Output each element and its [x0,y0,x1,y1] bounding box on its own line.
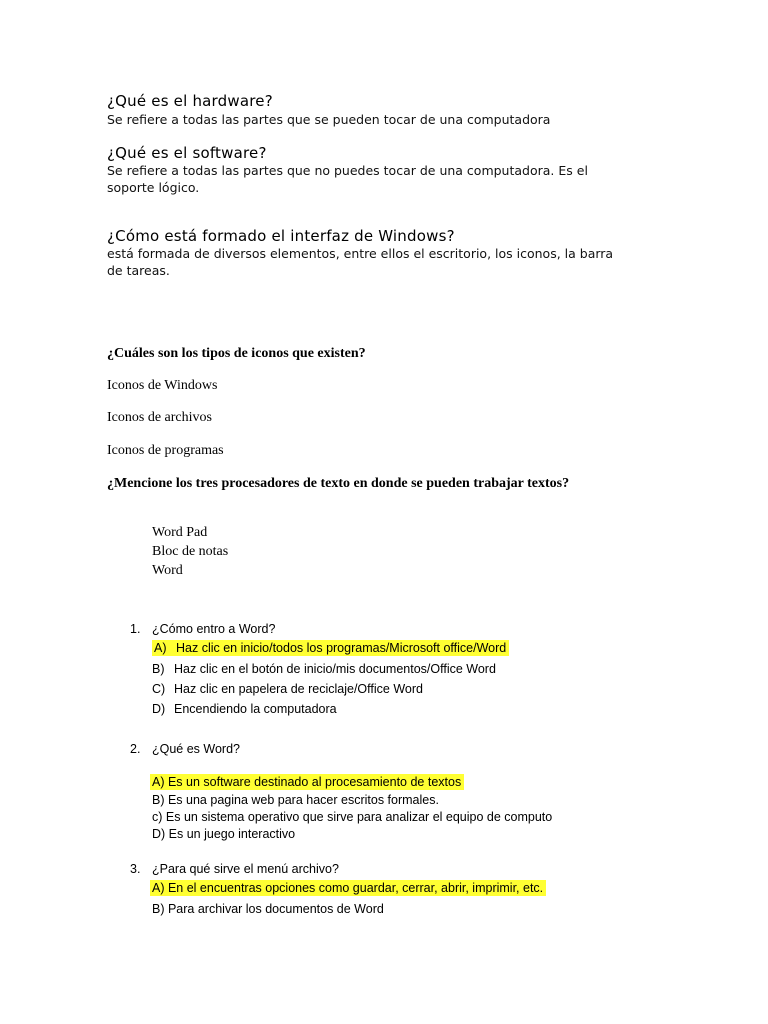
option-letter: D) [152,702,166,716]
heading-text-processors: ¿Mencione los tres procesadores de texto en donde se pueden trabajar textos? [107,476,570,491]
quiz-3-option-b: B) Para archivar los documentos de Word [152,902,384,916]
option-letter: A) [154,641,167,655]
option-text: Haz clic en papelera de reciclaje/Office Word [174,682,423,696]
processor-item: Word [152,563,183,578]
icon-type-item: Iconos de programas [107,443,224,458]
quiz-question-3 [130,862,339,876]
quiz-question-text: ¿Qué es Word? [152,742,241,756]
quiz-2-option-b: B) Es una pagina web para hacer escritos formales. [152,793,439,807]
body-software-line-1: Se refiere a todas las partes que no puedes tocar de una computadora. Es el [107,163,588,178]
option-text: Encendiendo la computadora [174,702,337,716]
quiz-1-option-d [152,702,337,716]
option-text: Haz clic en inicio/todos los programas/Microsoft office/Word [176,641,507,655]
heading-windows-interface: ¿Cómo está formado el interfaz de Windows? [107,227,455,245]
quiz-question-text: ¿Para qué sirve el menú archivo? [152,862,339,876]
option-text: A) Es un software destinado al procesamiento de textos [150,774,464,790]
quiz-2-option-a [150,775,464,789]
body-windows-line-1: está formada de diversos elementos, entre ellos el escritorio, los iconos, la barra [107,246,614,261]
heading-icon-types: ¿Cuáles son los tipos de iconos que existen? [107,346,366,361]
option-text: Haz clic en el botón de inicio/mis documentos/Office Word [174,662,496,676]
body-hardware: Se refiere a todas las partes que se pueden tocar de una computadora [107,112,551,127]
processor-item: Word Pad [152,525,208,540]
quiz-question-text: ¿Cómo entro a Word? [152,622,276,636]
quiz-question-2 [130,742,240,756]
option-text: A) En el encuentras opciones como guardar, cerrar, abrir, imprimir, etc. [150,880,546,896]
icon-type-item: Iconos de archivos [107,410,212,425]
quiz-number: 1. [130,622,141,636]
quiz-2-option-d: D) Es un juego interactivo [152,827,296,841]
body-windows-line-2: de tareas. [107,263,170,278]
heading-software: ¿Qué es el software? [107,144,267,162]
quiz-1-option-b [152,662,496,676]
quiz-1-option-a [152,641,509,655]
quiz-1-option-c [152,682,423,696]
quiz-number: 2. [130,742,141,756]
option-letter: B) [152,662,165,676]
quiz-question-1 [130,622,275,636]
icon-type-item: Iconos de Windows [107,378,218,393]
quiz-number: 3. [130,862,141,876]
body-software-line-2: soporte lógico. [107,180,200,195]
processor-item: Bloc de notas [152,544,229,559]
option-letter: C) [152,682,166,696]
quiz-2-option-c: c) Es un sistema operativo que sirve para analizar el equipo de computo [152,810,553,824]
quiz-3-option-a [150,881,546,895]
heading-hardware: ¿Qué es el hardware? [107,92,273,110]
